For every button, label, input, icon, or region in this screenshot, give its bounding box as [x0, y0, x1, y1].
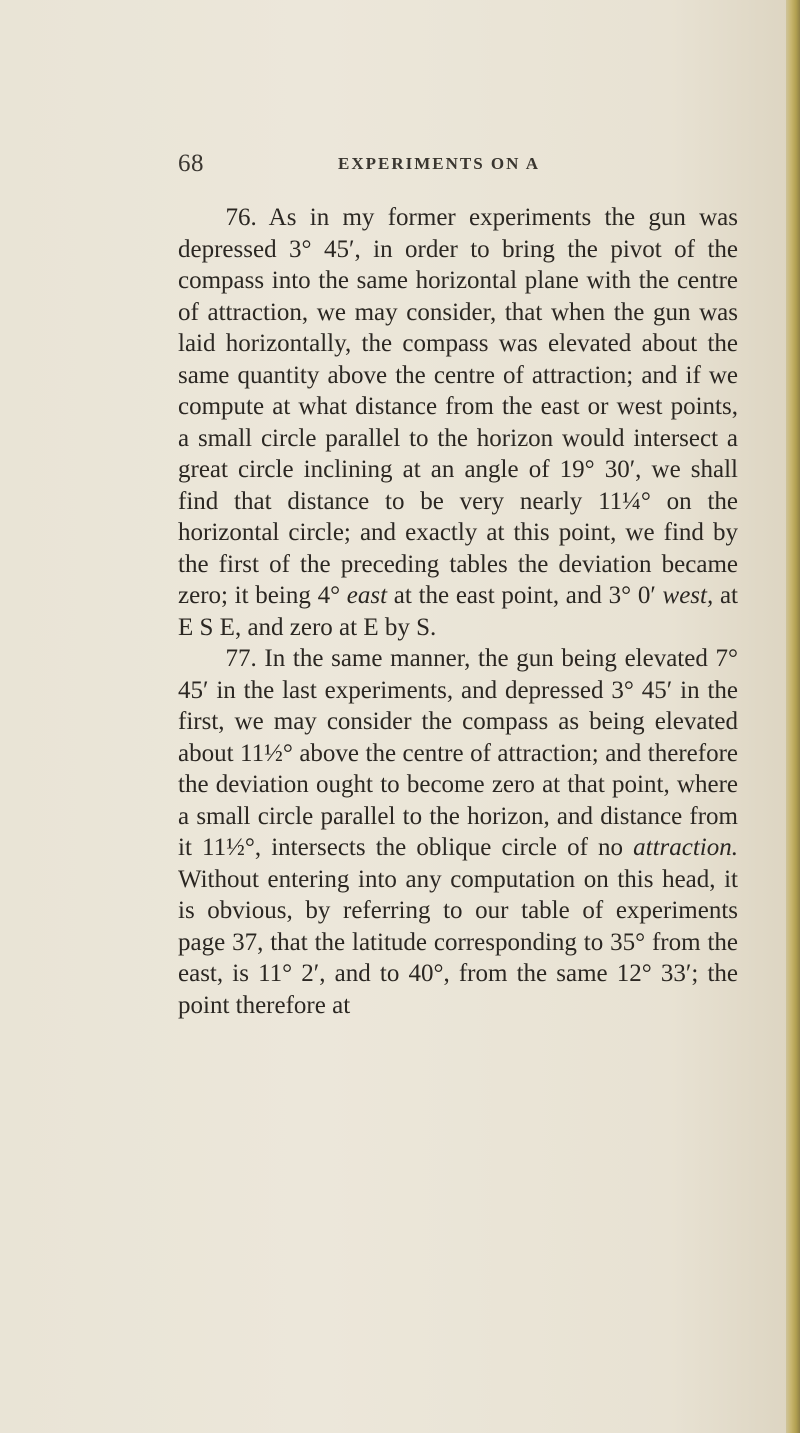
paragraph-number: 76.: [225, 204, 257, 231]
italic-text: east: [346, 582, 388, 609]
text-segment: Without entering into any computation on this head, it is obvious, by referring to our table of experiments page 37, that the latitude corresponding to 35° from the east, is 11° 2′, and to 40°, from the same 12° 33′; the point therefore at: [178, 865, 738, 1019]
paragraph-number: 77.: [225, 645, 257, 672]
text-segment: at E S E, and zero at E by S.: [178, 582, 738, 641]
page-header: [0, 150, 788, 180]
page-edge: [786, 0, 800, 1433]
italic-text: attraction.: [633, 834, 738, 861]
italic-text: west,: [662, 582, 714, 609]
body-text: [178, 202, 738, 1021]
text-segment: In the same manner, the gun being elevated 7° 45′ in the last experiments, and depressed 3° 45′ in the first, we may consider the compass as being elevated about 11½° above the centre of attraction; and therefore the deviation ought to become zero at that point, where a small circle parallel to the horizon, and distance from it 11½°, intersects the oblique circle of no: [178, 645, 739, 861]
page-number: 68: [178, 150, 204, 177]
text-segment: at the east point, and 3° 0′: [387, 582, 663, 609]
text-segment: As in my former experiments the gun was depressed 3° 45′, in order to bring the pivot of the compass into the same horizontal plane with the centre of attraction, we may consider, that when the gun was laid horizontally, the compass was elevated about the same quantity above the centre of attraction; and if we compute at what distance from the east or west points, a small circle parallel to the horizon would intersect a great circle inclining at an angle of 19° 30′, we shall find that distance to be very nearly 11¼° on the horizontal circle; and exactly at this point, we find by the first of the preceding tables the deviation became zero; it being 4°: [178, 204, 739, 609]
running-head: EXPERIMENTS ON A: [338, 154, 541, 173]
paragraph-76: [178, 202, 738, 643]
paragraph-77: [178, 643, 738, 1021]
